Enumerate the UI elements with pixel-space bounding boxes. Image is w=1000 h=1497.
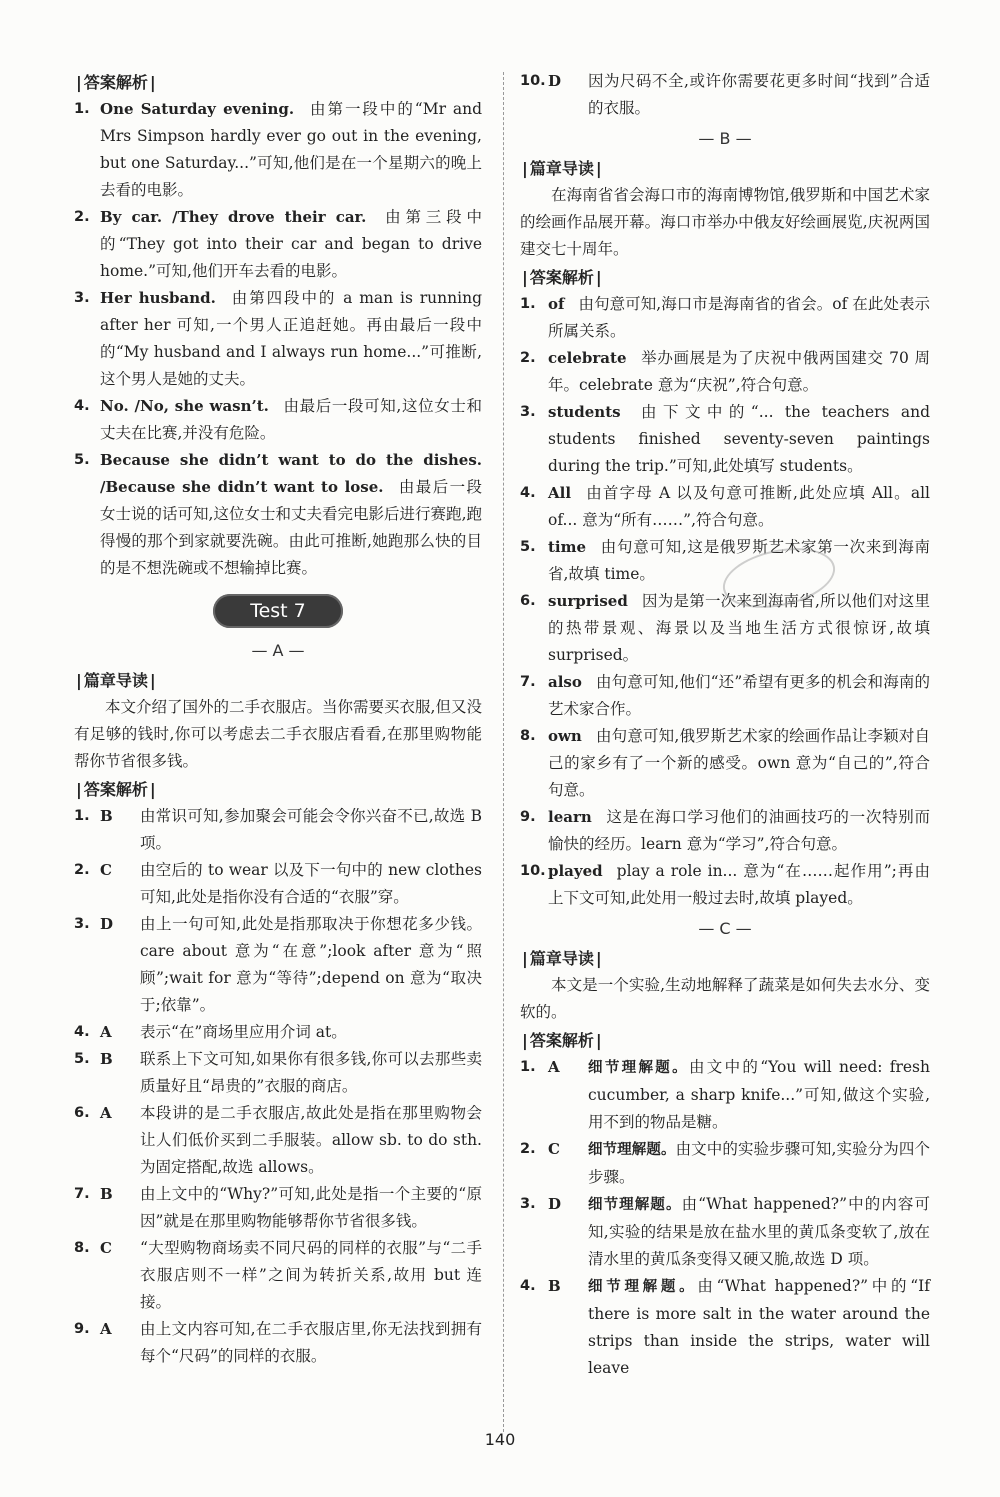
answer-item xyxy=(74,1181,482,1235)
answer-item xyxy=(520,1191,930,1273)
item-text: 由上文内容可知,在二手衣服店里,你无法找到拥有每个“尺码”的同样的衣服。 xyxy=(140,1320,482,1365)
item-text: 由第三段中的“They got into their car and began to drive home.”可知,他们开车去看的电影。 xyxy=(100,208,482,280)
item-answer: One Saturday evening. xyxy=(100,100,295,118)
item-explanation xyxy=(588,1273,930,1382)
item-number: 1. xyxy=(520,296,536,312)
answer-item xyxy=(520,480,930,534)
item-number: 9. xyxy=(520,809,536,825)
item-number: 1. xyxy=(520,1059,536,1075)
answer-item xyxy=(74,911,482,1019)
item-number: 3. xyxy=(520,1196,536,1212)
item-text: 由文中的“You will need: fresh cucumber, a sharp knife...”可知,做这个实验,用不到的物品是糖。 xyxy=(588,1058,930,1131)
item-text: 由常识可知,参加聚会可能会令你兴奋不已,故选 B 项。 xyxy=(140,807,482,852)
answer-list xyxy=(520,291,930,912)
item-answer: also xyxy=(548,673,582,691)
answer-list xyxy=(74,96,482,582)
part-c-marker: — C — xyxy=(698,919,752,938)
answer-item xyxy=(74,447,482,582)
right-column xyxy=(520,68,930,1382)
item-number: 1. xyxy=(74,101,90,117)
answer-item xyxy=(520,1273,930,1382)
item-answer: D xyxy=(548,1195,562,1213)
item-text: 由第一段中的“Mr and Mrs Simpson hardly ever go out in the evening, but one Saturday...”可知,他们是在一个星期六的晚上去看的电影。 xyxy=(100,100,482,199)
item-number: 7. xyxy=(520,674,536,690)
item-number: 10. xyxy=(520,73,546,89)
item-number: 4. xyxy=(520,485,536,501)
answer-item xyxy=(74,803,482,857)
answer-list xyxy=(74,803,482,1370)
item-answer: learn xyxy=(548,808,592,826)
item-explanation xyxy=(548,723,930,804)
column-divider xyxy=(503,72,504,1432)
item-text: 因为是第一次来到海南省,所以他们对这里的热带景观、海景以及当地生活方式很惊讶,故填 surprised。 xyxy=(548,592,930,664)
item-answer: A xyxy=(100,1320,112,1338)
item-explanation xyxy=(100,204,482,285)
answer-item xyxy=(74,204,482,285)
item-number: 2. xyxy=(520,350,536,366)
item-answer: D xyxy=(100,915,114,933)
item-answer: surprised xyxy=(548,592,628,610)
item-text: 由“What happened?”中的内容可知,实验的结果是放在盐水里的黄瓜条变软了,放在清水里的黄瓜条变得又硬又脆,故选 D 项。 xyxy=(588,1195,930,1268)
section-heading-answers: | 答案解析 | xyxy=(76,780,156,799)
answer-item xyxy=(74,1316,482,1370)
item-explanation xyxy=(100,285,482,393)
item-number: 7. xyxy=(74,1186,90,1202)
item-answer: D xyxy=(548,72,562,90)
item-text: 由句意可知,海口市是海南省的省会。of 在此处表示所属关系。 xyxy=(548,295,930,340)
item-text: 举办画展是为了庆祝中俄两国建交 70 周年。celebrate 意为“庆祝”,符合句意。 xyxy=(548,349,930,394)
item-explanation xyxy=(100,96,482,204)
answer-item xyxy=(74,1100,482,1181)
item-number: 10. xyxy=(520,863,546,879)
answer-item xyxy=(74,1046,482,1100)
item-answer: played xyxy=(548,862,603,880)
item-text: 由上文中的“Why?”可知,此处是指一个主要的“原因”就是在那里购物能够帮你节省很多钱。 xyxy=(140,1185,482,1230)
item-explanation xyxy=(140,1181,482,1235)
item-number: 4. xyxy=(520,1278,536,1294)
question-type: 细节理解题。 xyxy=(588,1279,698,1295)
answer-item xyxy=(520,669,930,723)
item-answer: C xyxy=(100,1239,112,1257)
question-type: 细节理解题。 xyxy=(588,1197,682,1213)
item-explanation xyxy=(548,345,930,399)
item-answer: Because she didn’t want to do the dishes. /Because she didn’t want to lose. xyxy=(100,451,482,496)
item-number: 3. xyxy=(74,290,90,306)
item-explanation xyxy=(548,669,930,723)
left-column xyxy=(74,68,482,1370)
section-heading-answers: | 答案解析 | xyxy=(522,1031,602,1050)
answer-item xyxy=(520,858,930,912)
item-number: 2. xyxy=(520,1141,536,1157)
item-explanation xyxy=(548,534,930,588)
item-explanation xyxy=(140,1019,482,1046)
item-number: 4. xyxy=(74,398,90,414)
item-number: 2. xyxy=(74,209,90,225)
answer-item xyxy=(74,1019,482,1046)
question-type: 细节理解题。 xyxy=(588,1060,689,1076)
section-heading-answers: | 答案解析 | xyxy=(76,73,156,92)
item-answer: By car. /They drove their car. xyxy=(100,208,367,226)
item-answer: time xyxy=(548,538,587,556)
answer-item xyxy=(74,1235,482,1316)
item-explanation xyxy=(588,1136,930,1191)
item-answer: No. /No, she wasn’t. xyxy=(100,397,269,415)
item-text: 由句意可知,他们“还”希望有更多的机会和海南的艺术家合作。 xyxy=(548,673,930,718)
item-explanation xyxy=(140,911,482,1019)
item-explanation xyxy=(548,804,930,858)
answer-item xyxy=(520,345,930,399)
item-text: “大型购物商场卖不同尺码的同样的衣服”与“二手衣服店则不一样”之间为转折关系,故用 but 连接。 xyxy=(140,1239,482,1311)
item-number: 5. xyxy=(74,452,90,468)
item-explanation xyxy=(548,399,930,480)
question-type: 细节理解题。 xyxy=(588,1142,676,1158)
item-text: 本段讲的是二手衣服店,故此处是指在那里购物会让人们低价买到二手服装。allow sb. to do sth. 为固定搭配,故选 allows。 xyxy=(140,1104,482,1176)
item-text: play a role in... 意为“在……起作用”;再由上下文可知,此处用一般过去时,故填 played。 xyxy=(548,862,930,907)
test-banner: Test 7 xyxy=(213,594,343,628)
answer-item xyxy=(520,1054,930,1136)
item-answer: students xyxy=(548,403,621,421)
answer-item xyxy=(520,804,930,858)
answer-item xyxy=(74,857,482,911)
item-explanation xyxy=(588,1054,930,1136)
item-explanation xyxy=(548,858,930,912)
item-explanation xyxy=(140,1235,482,1316)
item-answer: A xyxy=(548,1058,560,1076)
item-text: 由首字母 A 以及句意可推断,此处应填 All。all of... 意为“所有……”,符合句意。 xyxy=(548,484,930,529)
item-explanation xyxy=(140,1100,482,1181)
section-heading-guide: | 篇章导读 | xyxy=(522,159,602,178)
item-explanation xyxy=(588,1191,930,1273)
item-answer: celebrate xyxy=(548,349,627,367)
item-number: 6. xyxy=(74,1105,90,1121)
part-a-marker: — A — xyxy=(251,641,305,660)
guide-paragraph: 在海南省省会海口市的海南博物馆,俄罗斯和中国艺术家的绘画作品展开幕。海口市举办中俄友好绘画展览,庆祝两国建交七十周年。 xyxy=(520,186,930,258)
item-answer: B xyxy=(100,807,113,825)
part-b-marker: — B — xyxy=(698,129,752,148)
guide-paragraph: 本文是一个实验,生动地解释了蔬菜是如何失去水分、变软的。 xyxy=(520,976,930,1021)
item-answer: B xyxy=(548,1277,561,1295)
answer-item xyxy=(74,285,482,393)
item-text: 由文中的实验步骤可知,实验分为四个步骤。 xyxy=(588,1140,930,1186)
item-text: 由最后一段可知,这位女士和丈夫在比赛,并没有危险。 xyxy=(100,397,482,442)
item-text: 这是在海口学习他们的油画技巧的一次特别而愉快的经历。learn 意为“学习”,符合句意。 xyxy=(548,808,930,853)
item-number: 8. xyxy=(520,728,536,744)
item-number: 6. xyxy=(520,593,536,609)
answer-item xyxy=(520,588,930,669)
item-number: 5. xyxy=(520,539,536,555)
item-text: 由下文中的“... the teachers and students finished seventy-seven paintings during the trip.”可知,此处填写 students。 xyxy=(548,403,930,475)
item-number: 2. xyxy=(74,862,90,878)
item-explanation xyxy=(140,803,482,857)
answer-item xyxy=(520,534,930,588)
item-answer: A xyxy=(100,1104,112,1122)
item-explanation: 因为尺码不全,或许你需要花更多时间“找到”合适的衣服。 xyxy=(588,72,930,117)
item-explanation xyxy=(100,393,482,447)
item-explanation xyxy=(548,291,930,345)
section-heading-guide: | 篇章导读 | xyxy=(76,671,156,690)
item-number: 3. xyxy=(74,916,90,932)
item-number: 5. xyxy=(74,1051,90,1067)
item-text: 由第四段中的 a man is running after her 可知,一个男人正追赶她。再由最后一段中的“My husband and I always run home...”可推断,这个男人是她的丈夫。 xyxy=(100,289,482,388)
item-text: 联系上下文可知,如果你有很多钱,你可以去那些卖质量好且“昂贵的”衣服的商店。 xyxy=(140,1050,482,1095)
answer-item xyxy=(520,1136,930,1191)
item-text: 由句意可知,俄罗斯艺术家的绘画作品让李颖对自己的家乡有了一个新的感受。own 意为“自己的”,符合句意。 xyxy=(548,727,930,799)
item-explanation xyxy=(548,480,930,534)
answer-list xyxy=(520,1054,930,1382)
answer-item xyxy=(74,393,482,447)
item-text: 由“What happened?”中的“If there is more salt in the water around the strips than inside the strips, water will leave xyxy=(588,1277,931,1377)
item-text: 由上一句可知,此处是指那取决于你想花多少钱。care about 意为“在意”;look after 意为“照顾”;wait for 意为“等待”;depend on 意为“取决于;依靠”。 xyxy=(140,915,482,1014)
item-number: 3. xyxy=(520,404,536,420)
item-number: 9. xyxy=(74,1321,90,1337)
section-heading-guide: | 篇章导读 | xyxy=(522,949,602,968)
answer-item xyxy=(520,723,930,804)
item-answer: own xyxy=(548,727,582,745)
guide-paragraph: 本文介绍了国外的二手衣服店。当你需要买衣服,但又没有足够的钱时,你可以考虑去二手衣服店看看,在那里购物能帮你节省很多钱。 xyxy=(74,698,482,770)
item-answer: A xyxy=(100,1023,112,1041)
answer-item xyxy=(520,68,930,122)
answer-item xyxy=(520,399,930,480)
answer-item xyxy=(520,291,930,345)
item-answer: B xyxy=(100,1185,113,1203)
item-answer: B xyxy=(100,1050,113,1068)
item-text: 由句意可知,这是俄罗斯艺术家第一次来到海南省,故填 time。 xyxy=(548,538,930,583)
item-number: 8. xyxy=(74,1240,90,1256)
page-number: 140 xyxy=(484,1430,516,1449)
item-number: 1. xyxy=(74,808,90,824)
item-text: 由空后的 to wear 以及下一句中的 new clothes 可知,此处是指你没有合适的“衣服”穿。 xyxy=(140,861,482,906)
item-answer: of xyxy=(548,295,565,313)
item-text: 由最后一段女士说的话可知,这位女士和丈夫看完电影后进行赛跑,跑得慢的那个到家就要洗碗。由此可推断,她跑那么快的目的是不想洗碗或不想输掉比赛。 xyxy=(100,478,482,577)
item-number: 4. xyxy=(74,1024,90,1040)
item-explanation xyxy=(100,447,482,582)
item-answer: Her husband. xyxy=(100,289,216,307)
answer-item xyxy=(74,96,482,204)
item-answer: C xyxy=(100,861,112,879)
item-explanation xyxy=(140,857,482,911)
item-answer: All xyxy=(548,484,572,502)
item-explanation xyxy=(548,588,930,669)
item-explanation xyxy=(140,1046,482,1100)
item-text: 表示“在”商场里应用介词 at。 xyxy=(140,1023,347,1041)
section-heading-answers: | 答案解析 | xyxy=(522,268,602,287)
item-answer: C xyxy=(548,1140,560,1158)
item-explanation xyxy=(140,1316,482,1370)
